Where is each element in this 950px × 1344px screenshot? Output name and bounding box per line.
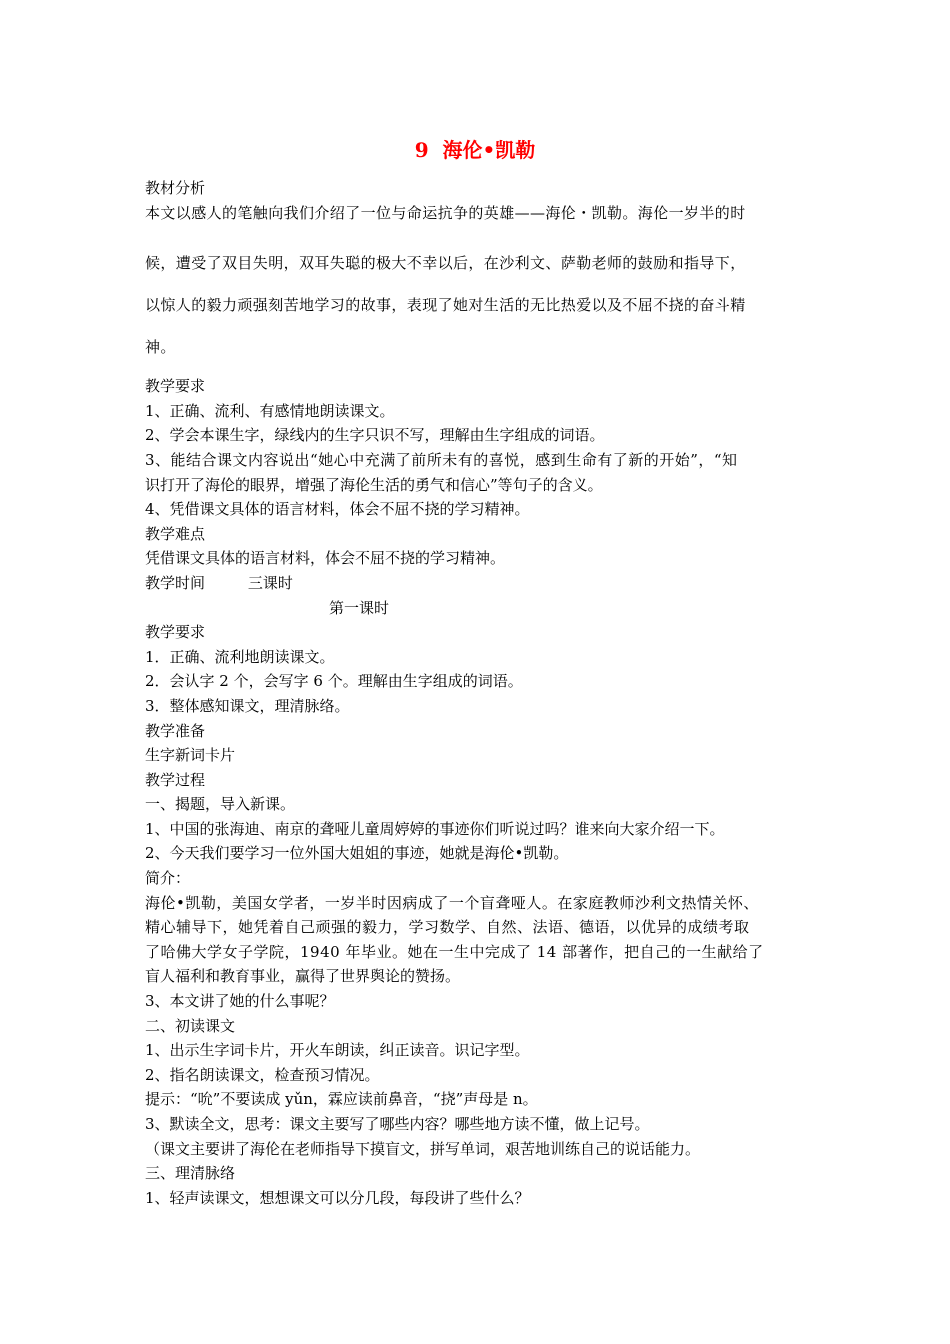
text-line: 2、学会本课生字，绿线内的生字只识不写，理解由生字组成的词语。	[145, 426, 605, 445]
text-line: 1、中国的张海迪、南京的聋哑儿童周婷婷的事迹你们听说过吗？谁来向大家介绍一下。	[145, 819, 725, 838]
lesson-title: 9 海伦•凯勒	[414, 138, 536, 162]
text-line: 1．正确、流利地朗读课文。	[145, 647, 335, 666]
text-line: 生字新词卡片	[145, 746, 236, 765]
text-line: 3．整体感知课文，理清脉络。	[145, 696, 350, 715]
analysis-line: 本文以感人的笔触向我们介绍了一位与命运抗争的英雄——海伦・凯勒。海伦一岁半的时	[145, 203, 746, 222]
text-line: 1、出示生字词卡片，开火车朗读，纠正读音。识记字型。	[145, 1041, 530, 1060]
text-line: 4、凭借课文具体的语言材料，体会不屈不挠的学习精神。	[145, 500, 530, 519]
text-line: 2、今天我们要学习一位外国大姐姐的事迹，她就是海伦•凯勒。	[145, 844, 569, 863]
analysis-paragraph	[145, 201, 809, 369]
text-line: 三、理清脉络	[145, 1164, 236, 1183]
text-line: 2、指名朗读课文，检查预习情况。	[145, 1065, 380, 1084]
text-line: 1、正确、流利、有感情地朗读课文。	[145, 401, 395, 420]
text-line: 盲人福利和教育事业，赢得了世界舆论的赞扬。	[145, 967, 461, 986]
analysis-line: 以惊人的毅力顽强刻苦地学习的故事，表现了她对生活的无比热爱以及不屈不挠的奋斗精	[145, 296, 746, 315]
section-heading-analysis: 教材分析	[145, 179, 206, 197]
text-line: 3、能结合课文内容说出“她心中充满了前所未有的喜悦，感到生命有了新的开始”，“知	[145, 450, 738, 469]
text-line: 海伦•凯勒，美国女学者，一岁半时因病成了一个盲聋哑人。在家庭教师沙利文热情关怀、	[145, 893, 759, 912]
text-line: （课文主要讲了海伦在老师指导下摸盲文，拼写单词，艰苦地训练自己的说话能力。	[145, 1139, 701, 1158]
text-line: 精心辅导下，她凭着自己顽强的毅力，学习数学、自然、法语、德语，以优异的成绩考取	[145, 918, 750, 937]
text-line: 凭借课文具体的语言材料，体会不屈不挠的学习精神。	[145, 549, 506, 568]
analysis-line: 神。	[145, 338, 176, 357]
text-line: 教学过程	[145, 770, 206, 789]
text-line: 教学准备	[145, 721, 206, 740]
text-line: 教学时间 三课时	[145, 573, 293, 592]
text-line: 了哈佛大学女子学院，1940 年毕业。她在一生中完成了 14 部著作，把自己的一生献给了	[145, 942, 764, 961]
text-line: 一、揭题，导入新课。	[145, 795, 296, 814]
text-line: 识打开了海伦的眼界，增强了海伦生活的勇气和信心”等句子的含义。	[145, 475, 603, 494]
document-body	[145, 176, 809, 1210]
text-line: 教学难点	[145, 524, 206, 543]
text-line: 简介：	[145, 869, 191, 888]
text-line: 2．会认字 2 个，会写字 6 个。理解由生字组成的词语。	[145, 672, 523, 691]
text-line: 1、轻声读课文，想想课文可以分几段，每段讲了些什么？	[145, 1188, 530, 1207]
analysis-line: 候，遭受了双目失明，双耳失聪的极大不幸以后，在沙利文、萨勒老师的鼓励和指导下，	[145, 254, 746, 273]
text-line: 3、默读全文，思考：课文主要写了哪些内容？哪些地方读不懂，做上记号。	[145, 1115, 650, 1133]
lesson-heading: 第一课时	[329, 598, 390, 617]
text-line: 教学要求	[145, 377, 206, 396]
text-line: 二、初读课文	[145, 1016, 236, 1035]
text-line: 提示：“吮”不要读成 yǔn，霖应读前鼻音，“挠”声母是 n。	[145, 1090, 538, 1109]
text-line: 3、本文讲了她的什么事呢？	[145, 992, 335, 1011]
text-line: 教学要求	[145, 623, 206, 642]
